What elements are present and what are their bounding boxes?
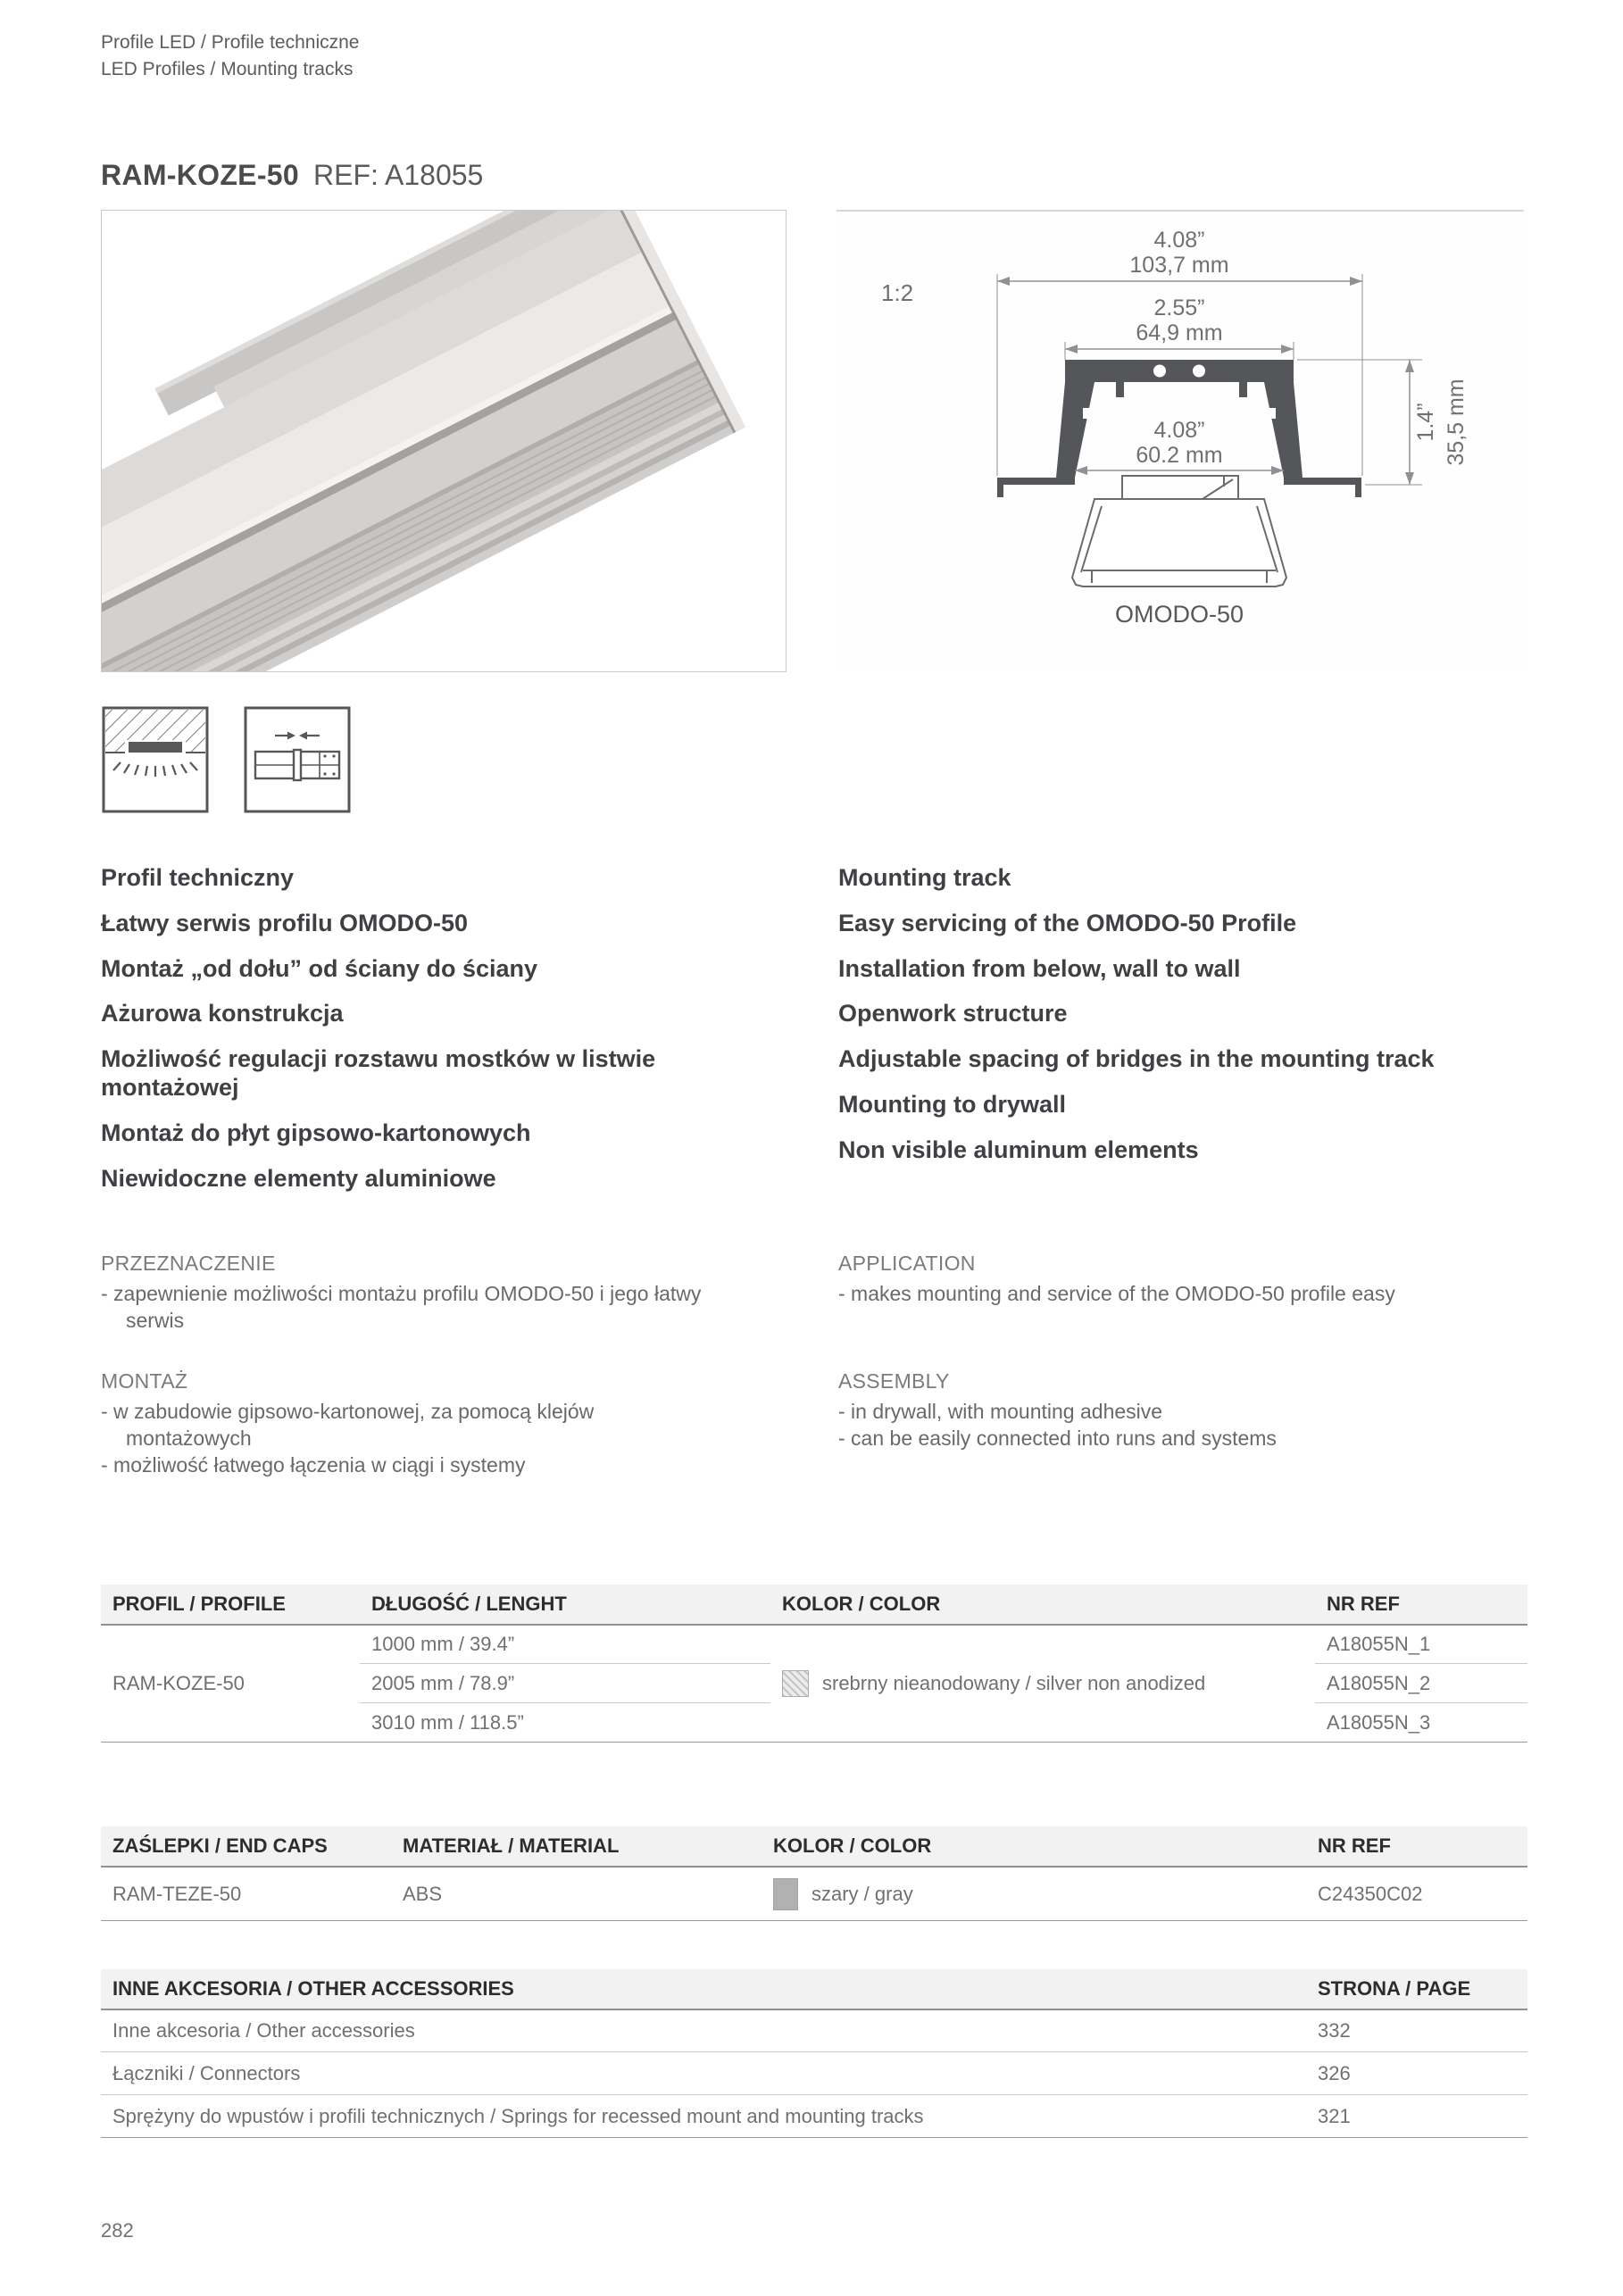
- feature-item: Niewidoczne elementy aluminiowe: [101, 1164, 496, 1192]
- length-cell: 2005 mm / 78.9”: [360, 1664, 770, 1703]
- table-row: [101, 1625, 1527, 1664]
- endcap-name-cell: RAM-TEZE-50: [101, 1867, 391, 1920]
- accessory-page-cell: 321: [1306, 2095, 1527, 2138]
- montaz-item: - w zabudowie gipsowo-kartonowej, za pomocą klejów montażowych: [101, 1399, 595, 1451]
- ref-cell: A18055N_2: [1315, 1664, 1527, 1703]
- feature-item: Możliwość regulacji rozstawu mostków w listwie montażowej: [101, 1045, 656, 1102]
- accessory-label-cell: Sprężyny do wpustów i profili technicznych / Springs for recessed mount and mounting tracks: [101, 2095, 1306, 2138]
- profile-table-header: [101, 1585, 1527, 1625]
- assembly-block: [838, 1369, 1526, 1452]
- pictogram-row: [101, 705, 1526, 814]
- page-number: 282: [101, 2219, 134, 2242]
- accessories-table: [101, 1969, 1527, 2139]
- endcap-table: [101, 1826, 1527, 1921]
- feature-item: Profil techniczny: [101, 863, 295, 891]
- accessory-page-cell: 326: [1306, 2052, 1527, 2095]
- features-en: [838, 864, 1526, 1210]
- assembly-item: - can be easily connected into runs and systems: [838, 1427, 1277, 1451]
- assembly-item: - in drywall, with mounting adhesive: [838, 1399, 1163, 1423]
- col-color: KOLOR / COLOR: [762, 1826, 1306, 1867]
- feature-item: Mounting to drywall: [838, 1091, 1066, 1119]
- ref-cell: C24350C02: [1306, 1867, 1527, 1920]
- accessories-table-header: [101, 1969, 1527, 2009]
- purpose-heading: PRZEZNACZENIE: [101, 1251, 276, 1275]
- col-length: DŁUGOŚĆ / LENGHT: [360, 1585, 770, 1625]
- omodo-profile-outline: [1072, 476, 1286, 586]
- table-row: [101, 2052, 1527, 2095]
- profile-name-cell: RAM-KOZE-50: [101, 1625, 360, 1743]
- dim-outer-inches: 4.08”: [1153, 227, 1205, 253]
- application-block: [838, 1252, 1526, 1339]
- dim-outer-mm: 103,7 mm: [1129, 252, 1229, 278]
- feature-item: Montaż do płyt gipsowo-kartonowych: [101, 1119, 531, 1147]
- montaz-heading: MONTAŻ: [101, 1368, 188, 1393]
- media-row: [101, 210, 1526, 672]
- col-ref: NR REF: [1315, 1585, 1527, 1625]
- product-name: RAM-KOZE-50: [101, 158, 299, 191]
- features-pl: [101, 864, 788, 1210]
- application-heading: APPLICATION: [838, 1251, 976, 1275]
- details-section: [101, 1252, 1526, 1510]
- ref-cell: A18055N_3: [1315, 1703, 1527, 1743]
- category-line-pl: Profile LED / Profile techniczne: [101, 32, 360, 53]
- ref-cell: A18055N_1: [1315, 1625, 1527, 1664]
- purpose-item: - zapewnienie możliwości montażu profilu OMODO-50 i jego łatwy serwis: [101, 1281, 702, 1333]
- silver-color-swatch: [782, 1670, 809, 1697]
- montaz-item: - możliwość łatwego łączenia w ciągi i systemy: [101, 1453, 526, 1477]
- endcap-table-header: [101, 1826, 1527, 1867]
- aluminum-profile-photo: [102, 211, 787, 672]
- details-en: [838, 1252, 1526, 1510]
- dim-top-inches: 2.55”: [1153, 295, 1205, 320]
- product-photo: [101, 210, 787, 672]
- gray-color-swatch: [773, 1878, 798, 1910]
- feature-item: Installation from below, wall to wall: [838, 954, 1241, 982]
- table-row: [101, 1867, 1527, 1920]
- connectable-profiles-icon: [243, 705, 352, 814]
- product-ref: REF: A18055: [312, 158, 484, 191]
- col-endcap: ZAŚLEPKI / END CAPS: [101, 1826, 391, 1867]
- col-color: KOLOR / COLOR: [770, 1585, 1315, 1625]
- feature-item: Easy servicing of the OMODO-50 Profile: [838, 909, 1297, 936]
- accessory-label-cell: Łączniki / Connectors: [101, 2052, 1306, 2095]
- col-ref: NR REF: [1306, 1826, 1527, 1867]
- feature-item: Non visible aluminum elements: [838, 1136, 1199, 1164]
- length-cell: 3010 mm / 118.5”: [360, 1703, 770, 1743]
- color-cell: [762, 1867, 1306, 1920]
- dim-height-inches: 1.4”: [1413, 403, 1438, 442]
- color-label: srebrny nieanodowany / silver non anodized: [822, 1672, 1206, 1695]
- technical-drawing: [836, 210, 1524, 672]
- feature-item: Ażurowa konstrukcja: [101, 1000, 344, 1027]
- accessory-label-cell: Inne akcesoria / Other accessories: [101, 2009, 1306, 2052]
- page-content: [101, 0, 1526, 2138]
- color-label: szary / gray: [812, 1882, 913, 1905]
- col-page: STRONA / PAGE: [1306, 1969, 1527, 2009]
- col-accessories: INNE AKCESORIA / OTHER ACCESSORIES: [101, 1969, 1306, 2009]
- cross-section-drawing: [836, 212, 1524, 672]
- category-header: [101, 29, 1526, 84]
- dim-top-mm: 64,9 mm: [1136, 320, 1223, 345]
- length-cell: 1000 mm / 39.4”: [360, 1625, 770, 1664]
- drawing-scale-label: 1:2: [881, 279, 914, 306]
- category-line-en: LED Profiles / Mounting tracks: [101, 59, 354, 80]
- purpose-block: [101, 1252, 717, 1339]
- accessory-page-cell: 332: [1306, 2009, 1527, 2052]
- omodo-label: OMODO-50: [1114, 600, 1244, 628]
- col-profile: PROFIL / PROFILE: [101, 1585, 360, 1625]
- dim-height-mm: 35,5 mm: [1444, 379, 1469, 466]
- material-cell: ABS: [391, 1867, 762, 1920]
- details-pl: [101, 1252, 788, 1510]
- feature-item: Łatwy serwis profilu OMODO-50: [101, 909, 469, 936]
- feature-item: Mounting track: [838, 863, 1011, 891]
- application-item: - makes mounting and service of the OMODO-50 profile easy: [838, 1281, 1395, 1305]
- assembly-heading: ASSEMBLY: [838, 1368, 950, 1393]
- feature-item: Montaż „od dołu” od ściany do ściany: [101, 954, 538, 982]
- montaz-block: [101, 1369, 717, 1479]
- dim-inner-inches: 4.08”: [1153, 417, 1205, 443]
- profile-table: [101, 1585, 1527, 1743]
- table-row: [101, 2095, 1527, 2138]
- table-row: [101, 2009, 1527, 2052]
- recessed-mount-icon: [101, 705, 210, 814]
- feature-item: Adjustable spacing of bridges in the mounting track: [838, 1045, 1435, 1073]
- dim-inner-mm: 60.2 mm: [1136, 442, 1223, 468]
- col-material: MATERIAŁ / MATERIAL: [391, 1826, 762, 1867]
- page-title: [101, 159, 1526, 192]
- color-cell: [770, 1625, 1315, 1743]
- feature-item: Openwork structure: [838, 1000, 1068, 1027]
- features-section: [101, 864, 1526, 1210]
